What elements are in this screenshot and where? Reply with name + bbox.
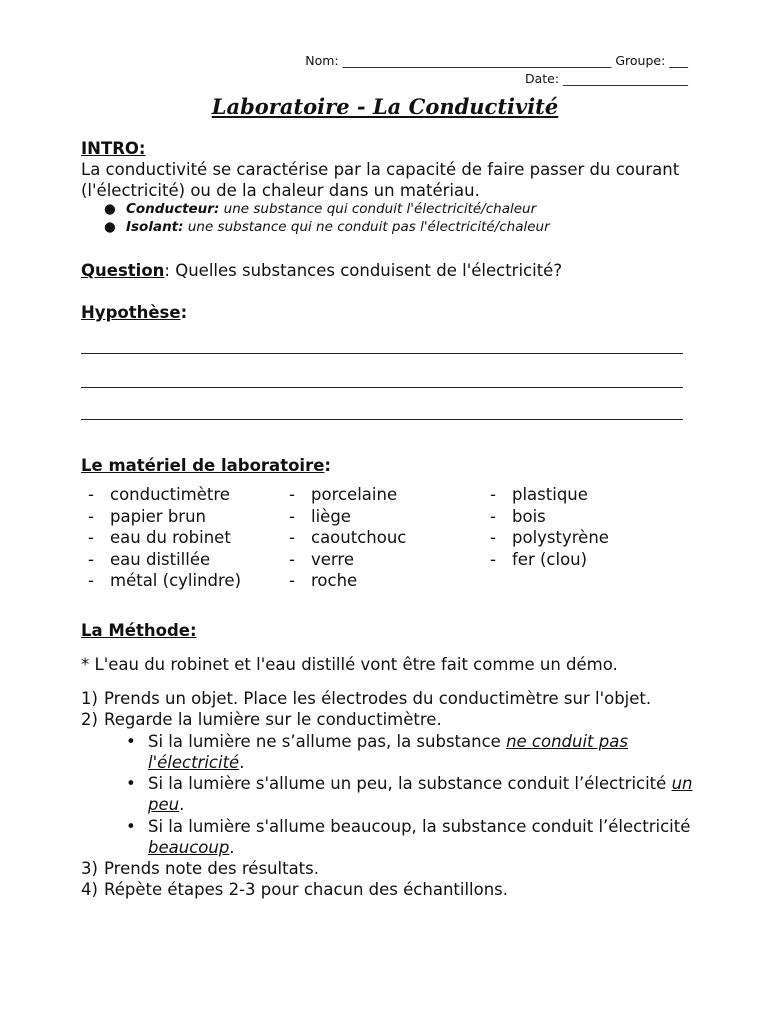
answer-line-1[interactable] bbox=[81, 353, 683, 354]
answer-line-2[interactable] bbox=[81, 387, 683, 388]
list-item: - papier brun bbox=[88, 506, 206, 526]
list-item: - fer (clou) bbox=[490, 549, 588, 569]
list-item: - polystyrène bbox=[490, 528, 609, 547]
list-item: - liège bbox=[289, 506, 351, 526]
materiel-column-3 bbox=[490, 484, 609, 570]
list-item: - conductimètre bbox=[88, 485, 230, 504]
materiel-column-1 bbox=[88, 484, 241, 592]
bullet-icon: ● bbox=[104, 219, 116, 235]
sub-item: • Si la lumière s'allume un peu, la substance conduit l’électricité un peu. bbox=[126, 774, 693, 814]
bullet-icon: • bbox=[126, 732, 136, 751]
list-item: - métal (cylindre) bbox=[88, 571, 242, 590]
sub-item: • Si la lumière ne s’allume pas, la substance ne conduit pas l'électricité. bbox=[126, 732, 628, 772]
hypothese-heading: Hypothèse: bbox=[81, 303, 188, 322]
list-item: - roche bbox=[289, 571, 358, 590]
step-item: 3) Prends note des résultats. bbox=[81, 859, 319, 878]
intro-heading: INTRO: bbox=[81, 139, 146, 158]
answer-line-3[interactable] bbox=[81, 419, 683, 420]
step-item: 1) Prends un objet. Place les électrodes du conductimètre sur l'objet. bbox=[81, 689, 652, 708]
list-item: - caoutchouc bbox=[289, 528, 407, 547]
step-item: 2) Regarde la lumière sur le conductimètre. bbox=[81, 710, 442, 729]
step-item: 4) Répète étapes 2-3 pour chacun des échantillons. bbox=[81, 880, 509, 899]
name-group-line[interactable]: Nom: ___________________________________________ Groupe: ___ bbox=[305, 53, 688, 68]
page-title: Laboratoire - La Conductivité bbox=[211, 94, 559, 119]
methode-heading: La Méthode: bbox=[81, 621, 197, 640]
bullet-icon: • bbox=[126, 774, 136, 793]
materiel-column-2 bbox=[289, 484, 406, 592]
list-item: - eau distillée bbox=[88, 549, 211, 569]
list-item: ● Isolant: une substance qui ne conduit pas l'électricité/chaleur bbox=[104, 219, 550, 235]
bullet-icon: • bbox=[126, 817, 136, 836]
list-item: - plastique bbox=[490, 485, 588, 504]
date-line[interactable]: Date: ____________________ bbox=[524, 71, 688, 86]
list-item: - verre bbox=[289, 549, 354, 569]
list-item: - bois bbox=[490, 506, 546, 526]
question: Question: Quelles substances conduisent de l'électricité? bbox=[81, 261, 563, 280]
list-item: - porcelaine bbox=[289, 485, 398, 504]
list-item: - eau du robinet bbox=[88, 528, 231, 547]
intro-text: La conductivité se caractérise par la capacité de faire passer du courant (l'électricité) ou de la chaleur dans un matériau. bbox=[81, 160, 680, 200]
list-item: ● Conducteur: une substance qui conduit l'électricité/chaleur bbox=[104, 201, 537, 217]
sub-item: • Si la lumière s'allume beaucoup, la substance conduit l’électricité beaucoup. bbox=[126, 817, 691, 857]
methode-note: * L'eau du robinet et l'eau distillé vont être fait comme un démo. bbox=[81, 655, 618, 674]
bullet-icon: ● bbox=[104, 201, 116, 217]
materiel-heading: Le matériel de laboratoire: bbox=[81, 456, 332, 475]
